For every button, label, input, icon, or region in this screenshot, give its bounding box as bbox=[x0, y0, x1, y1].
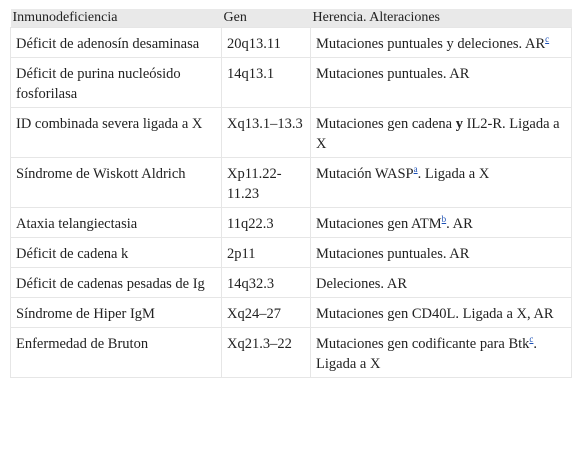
inheritance-text: Mutación WASP bbox=[316, 166, 414, 182]
header-inheritance: Herencia. Alteraciones bbox=[311, 9, 572, 28]
table-row bbox=[11, 28, 572, 58]
inheritance-text-after-bold: IL2-R. Ligada a X bbox=[316, 116, 560, 152]
inheritance-cell bbox=[311, 328, 572, 378]
footnote-marker bbox=[545, 34, 549, 44]
footnote-link[interactable]: c bbox=[529, 334, 534, 345]
gene-cell: Xp11.22-11.23 bbox=[222, 158, 311, 208]
footnote-link[interactable]: b bbox=[441, 214, 447, 225]
header-gene: Gen bbox=[222, 9, 311, 28]
header-immunodeficiency: Inmunodeficiencia bbox=[11, 9, 222, 28]
immunodeficiency-table bbox=[10, 9, 572, 378]
inheritance-text-after: . AR bbox=[446, 216, 473, 232]
inheritance-text: Mutaciones puntuales y deleciones. AR bbox=[316, 36, 546, 52]
inheritance-cell bbox=[311, 158, 572, 208]
footnote-link[interactable]: a bbox=[413, 164, 418, 175]
inheritance-text: Mutaciones gen codificante para Btk bbox=[316, 336, 530, 352]
disease-cell: Enfermedad de Bruton bbox=[11, 328, 222, 378]
inheritance-text: Mutaciones gen CD40L. Ligada a X, AR bbox=[316, 306, 554, 322]
table-row bbox=[11, 208, 572, 238]
table-row bbox=[11, 238, 572, 268]
disease-cell: Déficit de adenosín desaminasa bbox=[11, 28, 222, 58]
inheritance-bold-text: y bbox=[455, 116, 463, 132]
inheritance-cell bbox=[311, 208, 572, 238]
table-row bbox=[11, 108, 572, 158]
table-row bbox=[11, 328, 572, 378]
footnote-link[interactable]: c bbox=[545, 34, 550, 45]
table-row bbox=[11, 298, 572, 328]
inheritance-cell bbox=[311, 28, 572, 58]
disease-cell: Déficit de cadena k bbox=[11, 238, 222, 268]
inheritance-cell bbox=[311, 58, 572, 108]
gene-cell: 14q13.1 bbox=[222, 58, 311, 108]
inheritance-cell bbox=[311, 298, 572, 328]
gene-cell: Xq21.3–22 bbox=[222, 328, 311, 378]
table-row bbox=[11, 268, 572, 298]
header-row bbox=[11, 9, 572, 28]
inheritance-text: Mutaciones puntuales. AR bbox=[316, 246, 470, 262]
table-header bbox=[11, 9, 572, 28]
disease-cell: Síndrome de Hiper IgM bbox=[11, 298, 222, 328]
inheritance-cell bbox=[311, 108, 572, 158]
table-row bbox=[11, 58, 572, 108]
gene-cell: 11q22.3 bbox=[222, 208, 311, 238]
inheritance-cell bbox=[311, 268, 572, 298]
gene-cell: 2p11 bbox=[222, 238, 311, 268]
disease-cell: Déficit de purina nucleósido fosforilasa bbox=[11, 58, 222, 108]
gene-cell: Xq24–27 bbox=[222, 298, 311, 328]
inheritance-text: Deleciones. AR bbox=[316, 276, 408, 292]
gene-cell: 14q32.3 bbox=[222, 268, 311, 298]
inheritance-text-after: . Ligada a X bbox=[417, 166, 490, 182]
inheritance-text-after: . Ligada a X bbox=[316, 336, 538, 372]
disease-cell: Ataxia telangiectasia bbox=[11, 208, 222, 238]
inheritance-text: Mutaciones puntuales. AR bbox=[316, 66, 470, 82]
table-body bbox=[11, 28, 572, 378]
disease-cell: Síndrome de Wiskott Aldrich bbox=[11, 158, 222, 208]
disease-cell: Déficit de cadenas pesadas de Ig bbox=[11, 268, 222, 298]
inheritance-cell bbox=[311, 238, 572, 268]
disease-cell: ID combinada severa ligada a X bbox=[11, 108, 222, 158]
inheritance-text: Mutaciones gen ATM bbox=[316, 216, 442, 232]
gene-cell: 20q13.11 bbox=[222, 28, 311, 58]
gene-cell: Xq13.1–13.3 bbox=[222, 108, 311, 158]
table-row bbox=[11, 158, 572, 208]
table-container bbox=[10, 9, 571, 378]
inheritance-text: Mutaciones gen cadena bbox=[316, 116, 456, 132]
